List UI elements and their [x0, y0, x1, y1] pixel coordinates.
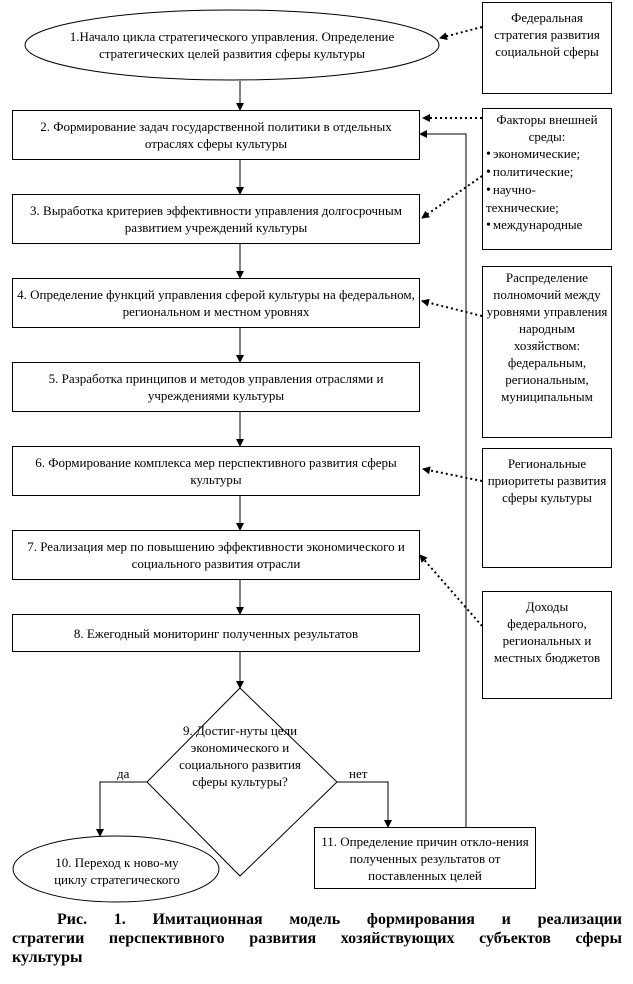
factor-item: • экономические; [486, 145, 608, 163]
external-factors-heading: Факторы внешней среды: [496, 112, 598, 144]
factor-item: • политические; [486, 163, 608, 181]
side-regional-priorities: Региональные приоритеты развития сферы культуры [482, 448, 612, 568]
caption-line-2: стратегии перспективного развития хозяйствующих субъектов сферы [12, 930, 622, 947]
dotted-s3-to-n4 [422, 301, 482, 316]
factor-item: • научно- [486, 181, 608, 199]
step-11-box: 11. Определение причин откло-нения полученных результатов от поставленных целей [314, 827, 536, 889]
decision-diamond-text: 9. Достиг-нуты цели экономического и социального развития сферы культуры? [179, 723, 301, 789]
start-oval-text: 1.Начало цикла стратегического управления. Определение стратегических целей развития сферы культуры [69, 29, 395, 61]
step-6-box: 6. Формирование комплекса мер перспективного развития сферы культуры [12, 446, 420, 496]
figure-caption [12, 910, 622, 967]
step-3-box: 3. Выработка критериев эффективности управления долгосрочным развитием учреждений культуры [12, 194, 420, 244]
end-oval-text: 10. Переход к ново-му циклу стратегического [54, 855, 180, 887]
step-2-box: 2. Формирование задач государственной политики в отдельных отраслях сферы культуры [12, 110, 420, 160]
caption-line-3: культуры [12, 949, 83, 966]
dotted-s5-to-n7 [420, 555, 482, 626]
feedback-loop [420, 134, 466, 827]
step-4-box: 4. Определение функций управления сферой культуры на федеральном, региональном и местном уровнях [12, 278, 420, 328]
arrow-yes [100, 782, 147, 836]
factor-item: • международные [486, 216, 608, 234]
dotted-s2-to-n3 [422, 176, 482, 218]
side-federal-strategy: Федеральная стратегия развития социальной сферы [482, 2, 612, 94]
no-label: нет [349, 766, 368, 781]
dotted-s1-to-n1 [440, 27, 482, 38]
side-budget-revenues: Доходы федерального, региональных и местных бюджетов [482, 591, 612, 699]
caption-line-1: Рис. 1. Имитационная модель формирования и реализации [57, 911, 622, 928]
step-5-box: 5. Разработка принципов и методов управления отраслями и учреждениями культуры [12, 362, 420, 412]
step-8-box: 8. Ежегодный мониторинг полученных результатов [12, 614, 420, 652]
side-external-factors [482, 108, 612, 250]
yes-label: да [117, 766, 130, 781]
arrow-no [337, 782, 388, 827]
dotted-s4-to-n6 [423, 469, 482, 481]
step-7-box: 7. Реализация мер по повышению эффективности экономического и социального развития отрасли [12, 530, 420, 580]
side-powers-distribution: Распределение полномочий между уровнями управления народным хозяйством: федеральным, региональным, муниципальным [482, 266, 612, 438]
factor-item-continued: технические; [486, 200, 559, 215]
